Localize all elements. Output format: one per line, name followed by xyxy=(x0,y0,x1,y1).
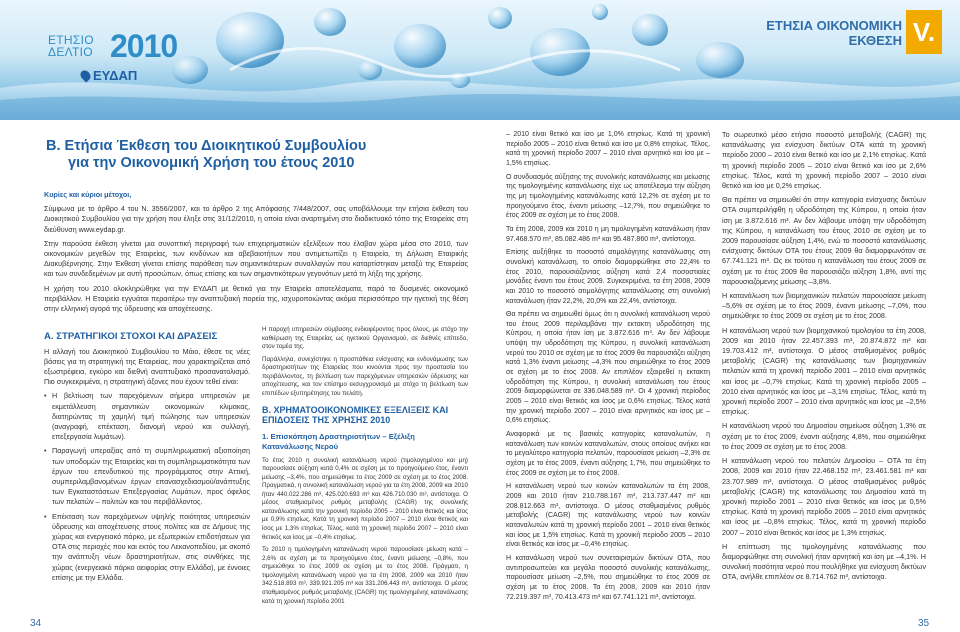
section-title-line1: ΕΤΗΣΙΑ ΟΙΚΟΝΟΜΙΚΗ xyxy=(766,18,902,33)
eydap-brand xyxy=(81,68,137,83)
logo-word-1: ΕΤΗΣΙΟ xyxy=(48,33,94,47)
water-drop-icon xyxy=(78,68,92,82)
right-paragraph-8: Η κατανάλωση νερού των συνεταιρισμών δικτύων ΟΤΑ, που αντιπροσωπεύει και μεγάλο ποσοστό συνολικής κατανάλωσης, παρουσίασε μείωση –2,5%, που σημειώθηκε το έτος 2009 σε σχέση με το έτος 2008. Τα έτη 2008, 2009 και 2010 ήταν 72.219.397 m³, 70.413.473 m³ και 67.741.121 m³, αντίστοιχα. xyxy=(506,554,710,601)
right-paragraph-1: – 2010 είναι θετικό και ίσο με 1,0% ετησίως. Κατά τη χρονική περίοδο 2005 – 2010 είναι θετικό και ίσο με 0,8% ετησίως. Τέλος, κατά τη χρονική περίοδο 2007 – 2010 είναι αρνητικό και ίσο με –1,5% ετησίως. xyxy=(506,131,710,167)
right-paragraph-5: Θα πρέπει να σημειωθεί όμως ότι η συνολική κατανάλωση νερού του έτους 2009 περιλαμβάνει την εκτακτη υδροδότηση της Κύπρου, η οποία ήταν ίση με 3.872.616 m³. Αν δεν λάβουμε υπόψη την υδροδότηση της Κύπρου, η συνολική κατανάλωση νερού του 2010 σε σχέση με το έτος 2009 θα παρουσιάζει αύξηση κατά 1,3% έναντι μείωσης –4,3% που σημειώθηκε το έτος 2009 σε σχέση με το έτος 2008. Αν επιπλέον εξαιρεθεί η εκτακτη υδροδότηση της Κύπρου, η συνολική κατανάλωση του έτους 2009 διαμορφώνεται σε 336.048.589 m³. Οι 4 χρονική περίοδος 2005 – 2010 είναι θετικός και ίσος με 0,6% ετησίως. Τέλος κατά την χρονική περίοδο 2007 – 2010 είναι αρνητικός και ίσος με –0,6% ετησίως. xyxy=(506,311,711,425)
right-col2-paragraph-7: Η επίπτωση της τιμολογημένης κατανάλωσης που διαμορφώθηκε στη συνολική ήταν αρνητική και ίση με –4,1%. Η συνολική ποσότητα νερού που πουλήθηκε για ενίσχυση δικτύων ΟΤΑ, ανήλθε επιπλέον σε 8.714.762 m³, αντίστοιχα. xyxy=(722,541,926,582)
page-number-right: 35 xyxy=(918,618,930,629)
consumption-paragraph-1: Το έτος 2010 η συνολική κατανάλωση νερού (τιμολογημένου και μη) παρουσίασε αύξηση κατά 0,4% σε σχέση με το προηγούμενο έτος, έναντι μείωσης –3,4%, που σημειώθηκε το έτος 2009 σε σχέση με το έτος 2008. Πραγματικά, η συνολική κατανάλωση νερού για τα έτη 2008, 2009 και 2010 ήταν 440.022.286 m³, 425.020.693 m³ και 426.710.030 m³, αντίστοιχα. Ο μέσος σταθμισμένος ρυθμός μεταβολής (CAGR) της συνολικής κατανάλωσης κατά την χρονική περίοδο 2005 – 2010 είναι θετικός και ίσος με 0,9% ετησίως. Κατά τη χρονική περίοδο 2007 – 2010 είναι θετικός και ίσος με 1,3% ετησίως. Τέλος, κατά τη χρονική περίοδο 2007 – 2010 είναι θετικός και ίσος με –0,4% ετησίως. xyxy=(262,456,468,541)
right-col2-paragraph-6: Η κατανάλωση νερού του πελατών Δημοσίου – ΟΤΑ τα έτη 2008, 2009 και 2010 ήταν 22.468.152 m³, 23.461.581 m³ και 23.707.989 m³, αντίστοιχα. Ο μέσος σταθμισμένος ρυθμός μεταβολής (CAGR) της κατανάλωσης του Δημοσίου κατά τη χρονική περίοδο 2001 – 2010 είναι θετικός και ίσος με 0,5% ετησίως. Κατά τη χρονική περίοδο 2005 – 2010 είναι αρνητικός και ίσος με –0,8% ετησίως. Τέλος, κατά τη χρονική περίοδο 2007 – 2010 είναι θετικός και ίσος με 1,3% ετησίως. xyxy=(722,456,926,537)
right-col2-paragraph-1: Το σωρευτικό μέσο ετήσιο ποσοστό μεταβολής (CAGR) της κατανάλωσης για ενίσχυση δικτύων ΟΤΑ κατά τη χρονική περίοδο 2000 – 2010 είναι θετικό και ίσο με 2,1% ετησίως. Κατά τη χρονική περίοδο 2005 – 2010 είναι θετικό και ίσο με 2,6% ετησίως. Τέλος, κατά τη χρονική περίοδο 2007 – 2010 είναι θετικό και ίσο με 0,2% ετησίως. xyxy=(722,130,926,191)
section-b-heading: Β. ΧΡΗΜΑΤΟΟΙΚΟΝΟΜΙΚΕΣ ΕΞΕΛΙΞΕΙΣ ΚΑΙ ΕΠΙΔΟΣΕΙΣ ΤΗΣ ΧΡΗΣΗΣ 2010 xyxy=(262,404,449,425)
left-column-1 xyxy=(44,326,250,587)
right-paragraph-4: Επίσης αυξήθηκε το ποσοστό ατιμολόγητης κατανάλωσης στη συνολική κατανάλωση, το οποίο διαμορφώθηκε στο 22,4% το έτος 2010, παρουσιάζοντας αύξηση κατά 2,4 ποσοστιαίες μονάδες έναντι του έτους 2009. Συγκεκριμένα, τα έτη 2008, 2009 και 2010 το ποσοστό ατιμολόγητης κατανάλωσης στη συνολική κατανάλωση ήταν 22,2%, 20,0% και 22,4%, αντίστοιχα. xyxy=(506,249,710,305)
page-number-left: 34 xyxy=(30,618,42,629)
section-b-subheading: 1. Επισκόπηση Δραστηριοτήτων – Εξέλιξη Κατανάλωσης Νερού xyxy=(262,431,415,451)
report-title-line1: Β. Ετήσια Έκθεση του Διοικητικού Συμβουλίου xyxy=(46,138,367,154)
right-paragraph-2: Ο συνδυασμός αύξησης της συνολικής κατανάλωσης και μείωσης της τιμολογημένης κατανάλωσης είχε ως αποτέλεσμα την αύξηση της μη τιμολογημένης κατανάλωσης κατά 12,2% σε σχέση με το προηγούμενο έτος, έναντι μείωσης –12,7%, που σημειώθηκε το έτος 2009 σε σχέση με το έτος 2008. xyxy=(506,173,710,220)
right-col2-paragraph-3: Η κατανάλωση των βιομηχανικών πελατών παρουσίασε μείωση –5,6% σε σχέση με το έτος 2009, έναντι μείωσης –7,0%, που σημειώθηκε το έτος 2009 σε σχέση με το έτος 2008. xyxy=(722,291,926,321)
report-title xyxy=(46,138,366,172)
right-column-1 xyxy=(506,130,710,606)
logo-year: 2010 xyxy=(110,28,178,64)
header-banner xyxy=(0,0,960,120)
strategy-bullet: • Η βελτίωση των παρεχόμενων σήμερα υπηρεσιών με εκμετάλλευση σημαντικών οικονομικών κλιμακας, διατηρώντας τη χαμηλή τιμή πώλησης των υπηρεσιών (αναγραφή, επέκταση, διανομή νερού και συλλογή, επεξεργασία λυμάτων). xyxy=(44,391,250,442)
intro-paragraph-1: Σύμφωνα με το άρθρο 4 του Ν. 3556/2007, και το άρθρο 2 της Απόφασης 7/448/2007, σας υποβάλλουμε την ετήσια έκθεση του Διοικητικού Συμβουλίου για την χρήση που έληξε στις 31/12/2010, η οποία είναι αναρτημένη στο διαδικτυακό τόπο της Εταιρείας στη διεύθυνση www.eydap.gr. xyxy=(44,204,468,234)
right-paragraph-7: Η κατανάλωση νερού των κοινών καταναλωτών τα έτη 2008, 2009 και 2010 ήταν 210.788.167 m³, 213.737.447 m³ και 208.812.663 m³, αντίστοιχα. Ο μέσος σταθμισμένος ρυθμός μεταβολής (CAGR) της κατανάλωσης νερού των κοινών καταναλωτών κατά τη χρονική περίοδο 2001 – 2010 είναι θετικός και ίσος με 1,5% ετησίως. Κατά τη χρονική περίοδο 2005 – 2010 είναι θετικός και ίσος με –0,4% ετησίως. xyxy=(506,483,710,549)
section-title-line2: ΕΚΘΕΣΗ xyxy=(848,33,902,48)
right-col2-paragraph-4: Η κατανάλωση νερού των βιομηχανικού τιμολογίου τα έτη 2008, 2009 και 2010 ήταν 22.457.393 m³, 20.874.872 m³ και 19.703.412 m³, αντίστοιχα. Ο μέσος σταθμισμένος ρυθμός μεταβολής (CAGR) της κατανάλωσης των βιομηχανικών πελατών κατά τη χρονική περίοδο 2001 – 2010 είναι αρνητικός και ίσος με –0,7% ετησίως. Κατά τη χρονική περίοδο 2005 – 2010 είναι αρνητικός και ίσος με –3,1% ετησίως. Τέλος, κατά τη χρονική περίοδο 2007 – 2010 είναι αρνητικός και ίσος με –2,5% ετησίως. xyxy=(722,325,926,417)
strategy-bullet: • Παραγωγή υπεραξίας από τη συμπληρωματική αξιοποίηση των υποδομών της Εταιρείας και τη συμπληρωματικότητα των έργων του επενδυτικού της προγράμματος στην Αττική, συμπεριλαμβανομένων έργων επανασχεδιασμού/ανάπτυξης των Εγκαταστάσεων Επεξεργασίας Λυμάτων, προς όφελος των πελατών – πολιτών και του περιβάλλοντος. xyxy=(44,446,250,507)
column2-paragraph-1: Η παροχή υπηρεσιών σύμβασης ενδιαφέροντος προς όλους, με στόχο την καθιέρωση της Εταιρείας ως ηγετικού Οργανισμού, σε διεθνές επίπεδο, στον τομέα της. xyxy=(262,326,468,351)
section-letter-tab: V. xyxy=(906,10,942,54)
section-a-intro: Η αλλαγή του Διοικητικού Συμβουλίου το Μάιο, έθεσε τις νέες βάσεις για τη στρατηγική της Εταιρείας, που χαρακτηρίζεται από εξωστρέφεια, εγκύρο και διεθνή αναπτυξιακό προσανατολισμό. Πιο συγκεκριμένα, η στρατηγική άξονες που έχουν τεθεί είναι: xyxy=(44,346,250,387)
intro-paragraph-3: Η χρήση του 2010 ολοκληρώθηκε για την ΕΥΔΑΠ με θετικά για την Εταιρεία αποτελέσματα, παρά το δυσμενές οικονομικό περιβάλλον. Η Εταιρεία εγγυάται περαιτέρω την αναπτυξιακή πορεία της, ισχυροποιώντας ακόμα περισσότερο την ηγετική της θέση στην ελληνική αγορά της ύδρευσης και αποχέτευσης. xyxy=(44,283,468,314)
section-header xyxy=(766,18,902,48)
greeting: Κυρίες και κύριοι μέτοχοι, xyxy=(44,190,132,199)
right-col2-paragraph-5: Η κατανάλωση νερού του Δημοσίου σημείωσε αύξηση 1,3% σε σχέση με το έτος 2009, έναντι αύξησης 4,8%, που σημειώθηκε το έτος 2009 σε σχέση με το έτος 2008. xyxy=(722,421,926,451)
intro-paragraph-2: Στην παρούσα έκθεση γίνεται μια συνοπτική περιγραφή των επιχειρηματικών εξελίξεων που έλαβαν χώρα μέσα στο 2010, των οικονομικών μεγεθών της Εταιρείας, των κινδύνων και αβεβαιοτήτων που αντιμετωπίζει η Εταιρεία, τη Δήλωση Εταιρικής Διακυβέρνησης. Στην Έκθεση γίνεται επίσης παράθεση των σημαντικότερων συναλλαγών που καταρτίστηκαν μεταξύ της Εταιρείας και των συνδεδεμένων με αυτή προσώπων, όπως επίσης και των σημαντικότερων γεγονότων μετά τη λήξη της χρήσης. xyxy=(44,238,468,279)
eydap-brand-text: ΕΥΔΑΠ xyxy=(93,68,138,83)
consumption-paragraph-2: Το 2010 η τιμολογημένη κατανάλωση νερού παρουσίασε μείωση κατά –2,6% σε σχέση με το προηγούμενο έτος, έναντι μείωσης –0,8%, που σημειώθηκε το έτος 2009 σε σχέση με το έτος 2008. Πράγματι, η τιμολογημένη κατανάλωση νερού για τα έτη 2008, 2009 και 2010 ήταν 342.518.893 m³, 339.921.205 m³ και 331.206.443 m³, αντίστοιχα. Ο μέσος σταθμισμένος ρυθμός μεταβολής (CAGR) της τιμολογημένης κατανάλωσης κατά τη χρονική περίοδο 2001 xyxy=(262,546,468,605)
section-a-heading: Α. ΣΤΡΑΤΗΓΙΚΟΙ ΣΤΟΧΟΙ ΚΑΙ ΔΡΑΣΕΙΣ xyxy=(44,331,218,342)
right-paragraph-6: Αναφορικά με τις βασικές κατηγορίες καταναλωτών, η κατανάλωση των κοινών καταναλωτών, στους οποίους ανήκει και το μεγαλύτερο κατηγορία πελατών, παρουσίασε μείωση –2,3% σε σχέση με το έτος 2009, έναντι αύξησης 1,7%, που σημειώθηκε το έτος 2009 σε σχέση με το έτος 2008. xyxy=(506,431,710,477)
logo-word-2: ΔΕΛΤΙΟ xyxy=(48,45,93,59)
annual-report-logo xyxy=(48,28,178,83)
report-title-line2: για την Οικονομική Χρήση του έτους 2010 xyxy=(68,155,355,171)
intro-block xyxy=(44,190,468,318)
strategy-bullet: • Επέκταση των παρεχόμενων υψηλής ποιότητας υπηρεσιών ύδρευσης και αποχέτευσης στους πολίτες και σε Δήμους της χώρας και ενεργειακό πάρκο, με εξωτερικών επιδοτήσεων για ΟΤΑ στις περιοχές που και εκτός του Λεκανοπεδίου, με σκοπό την ανάπτυξη νέων δραστηριοτήτων, στις συνθήκες της χώρας (ενεργειακό πάρκο αειφορίας στην Ελλάδα), με έννοιες επίσης με την Ελλάδα. xyxy=(44,512,250,583)
left-column-2 xyxy=(262,326,468,610)
right-column-2 xyxy=(722,130,926,587)
right-col2-paragraph-2: Θα πρέπει να σημειωθεί ότι στην κατηγορία ενίσχυσης δικτύων ΟΤΑ συμπεριλήφθη η υδροδότηση της Κύπρου, η οποία ήταν ίση με 3.872.616 m³. Αν δεν λάβουμε υπόψη την υδροδότηση της Κύπρου, η κατανάλωση του έτους 2010 σε σχέση με το 2009 παρουσίασε αύξηση 1,4%, ενώ το ποσοστό κατανάλωσης ενίσχυσης δικτύων ΟΤΑ του έτους 2009 θα διαμορφωνόταν σε 67.741.121 m³. Ως εκ τούτου η κατανάλωση του έτους 2009 σε σχέση με το έτος 2009 θα παρουσιάζει αύξηση 1,8%, αντί της παρουσιαζόμενης μείωσης –3,8%. xyxy=(722,195,926,286)
right-paragraph-3: Τα έτη 2008, 2009 και 2010 η μη τιμολογημένη κατανάλωση ήταν 97.468.570 m³, 85.082.486 m³ και 95.487.860 m³, αντίστοιχα. xyxy=(506,225,710,243)
column2-paragraph-2: Παράλληλα, συνεχίστηκε η προσπάθεια ενίσχυσης και ενδυνάμωσης των δραστηριοτήτων της Εταιρείας που κινούνται προς την προστασία του περιβάλλοντος, τη βελτίωση των παρεχόμενων υπηρεσιών ύδρευσης και αποχέτευσης, και τον επίσημο εκσυγχρονισμό με στόχο τη βελτίωση των επιπέδων εξυπηρέτησης του πελάτη. xyxy=(262,355,468,397)
